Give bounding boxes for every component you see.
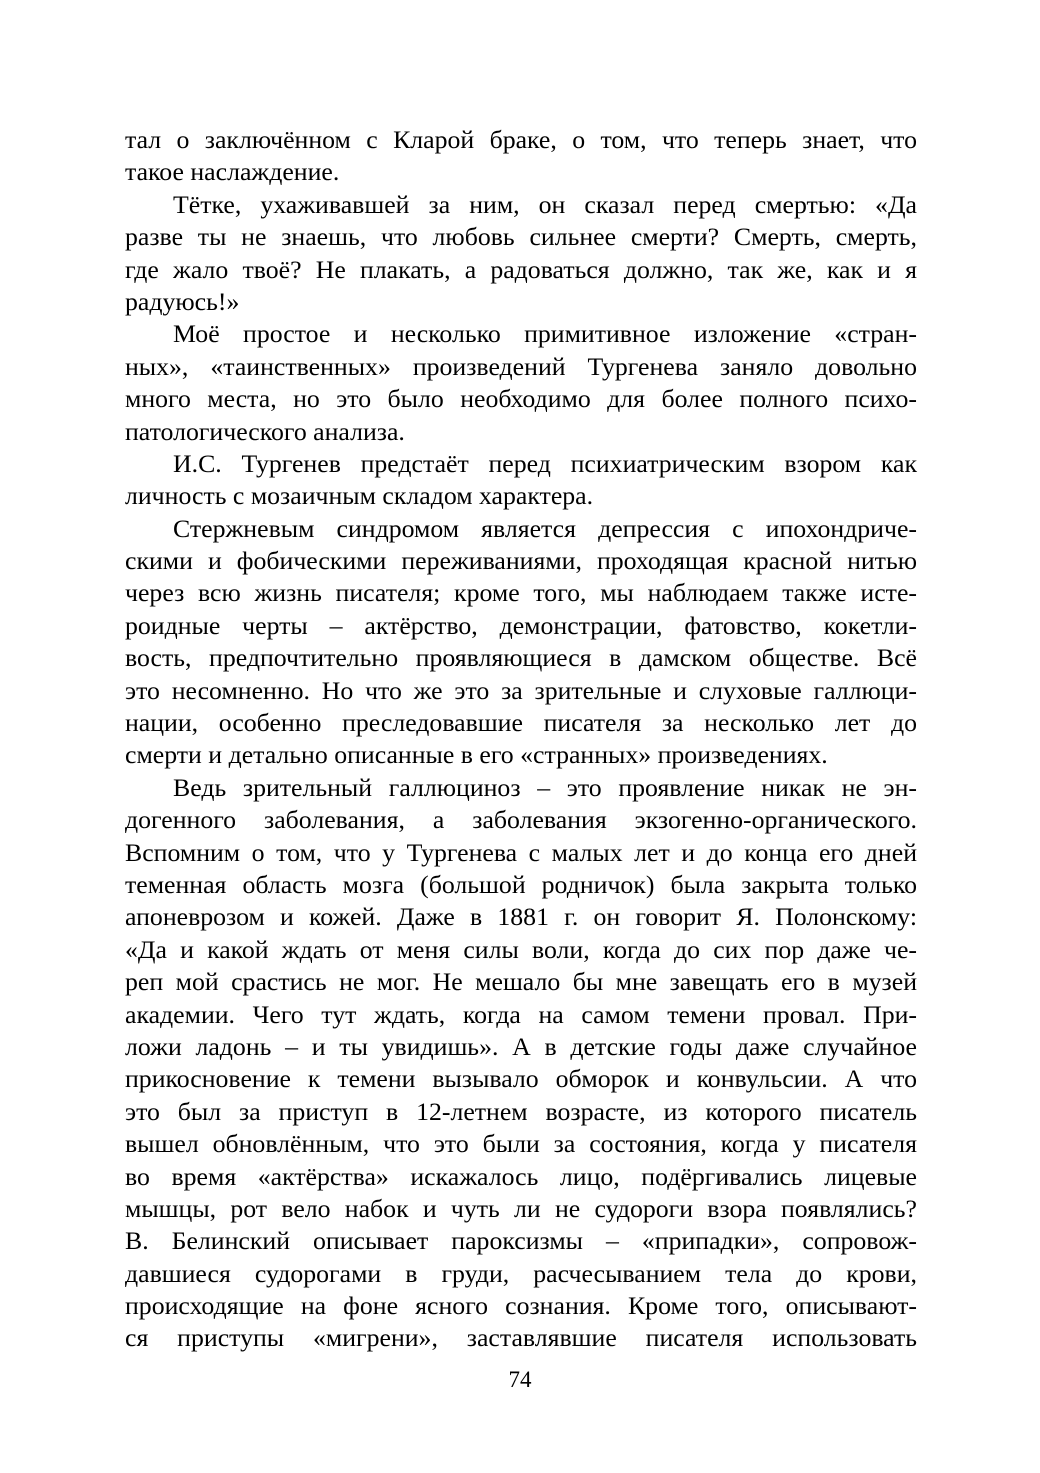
text-line: личность с мозаичным складом характера. — [125, 481, 594, 511]
text-line: радуюсь!» — [125, 286, 240, 316]
text-line: мышцы, рот вело набок и чуть ли не судороги взора появлялись? — [125, 1193, 917, 1223]
text-line: это был за приступ в 12-летнем возрасте, из которого писатель — [125, 1096, 917, 1126]
text-line: во время «актёрства» искажалось лицо, подёргивались лицевые — [125, 1161, 917, 1191]
text-line: В. Белинский описывает пароксизмы – «припадки», сопровож- — [125, 1226, 917, 1256]
text-line: теменная область мозга (большой родничок) была закрыта только — [125, 869, 917, 899]
text-line: давшиеся судорогами в груди, расчесыванием тела до крови, — [125, 1258, 917, 1288]
text-line: это несомненно. Но что же это за зрительные и слуховые галлюци- — [125, 675, 917, 705]
text-line: прикосновение к темени вызывало обморок и конвульсии. А что — [125, 1064, 917, 1094]
text-line: нации, особенно преследовавшие писателя за несколько лет до — [125, 708, 917, 738]
text-line: где жало твоё? Не плакать, а радоваться должно, так же, как и я — [125, 254, 917, 284]
text-line: вость, предпочтительно проявляющиеся в дамском обществе. Всё — [125, 643, 917, 673]
page-body-text — [125, 124, 917, 1355]
text-line: ся приступы «мигрени», заставлявшие писателя использовать — [125, 1323, 917, 1353]
text-line: Вспомним о том, что у Тургенева с малых лет и до конца его дней — [125, 837, 917, 867]
text-line: через всю жизнь писателя; кроме того, мы наблюдаем также исте- — [125, 578, 917, 608]
text-line: И.С. Тургенев предстаёт перед психиатрическим взором как — [173, 448, 917, 478]
text-line: догенного заболевания, а заболевания экзогенно-органического. — [125, 805, 917, 835]
text-line: «Да и какой ждать от меня силы воли, когда до сих пор даже че- — [125, 934, 917, 964]
text-line: роидные черты – актёрство, демонстрации, фатовство, кокетли- — [125, 610, 917, 640]
text-line: скими и фобическими переживаниями, проходящая красной нитью — [125, 546, 917, 576]
text-line: патологического анализа. — [125, 416, 405, 446]
text-line: реп мой срастись не мог. Не мешало бы мне завещать его в музей — [125, 967, 917, 997]
text-line: происходящие на фоне ясного сознания. Кроме того, описывают- — [125, 1291, 917, 1321]
text-line: ных», «таинственных» произведений Тургенева заняло довольно — [125, 351, 917, 381]
text-line: Тётке, ухаживавшей за ним, он сказал перед смертью: «Да — [173, 189, 917, 219]
text-line: Ведь зрительный галлюциноз – это проявление никак не эн- — [173, 772, 917, 802]
text-line: тал о заключённом с Кларой браке, о том, что теперь знает, что — [125, 125, 917, 154]
text-line: разве ты не знаешь, что любовь сильнее смерти? Смерть, смерть, — [125, 222, 917, 252]
text-line: академии. Чего тут ждать, когда на самом темени провал. При- — [125, 999, 917, 1029]
text-line: апоневрозом и кожей. Даже в 1881 г. он говорит Я. Полонскому: — [125, 902, 917, 932]
text-line: Моё простое и несколько примитивное изложение «стран- — [173, 319, 917, 349]
page-number: 74 — [508, 1367, 532, 1392]
text-line: Стержневым синдромом является депрессия с ипохондриче- — [173, 513, 917, 543]
text-line: много места, но это было необходимо для более полного психо- — [125, 384, 917, 414]
text-line: вышел обновлённым, что это были за состояния, когда у писателя — [125, 1129, 917, 1159]
text-line: ложи ладонь – и ты увидишь». А в детские годы даже случайное — [125, 1031, 917, 1061]
text-line: такое наслаждение. — [125, 157, 340, 187]
text-line: смерти и детально описанные в его «странных» произведениях. — [125, 740, 828, 770]
